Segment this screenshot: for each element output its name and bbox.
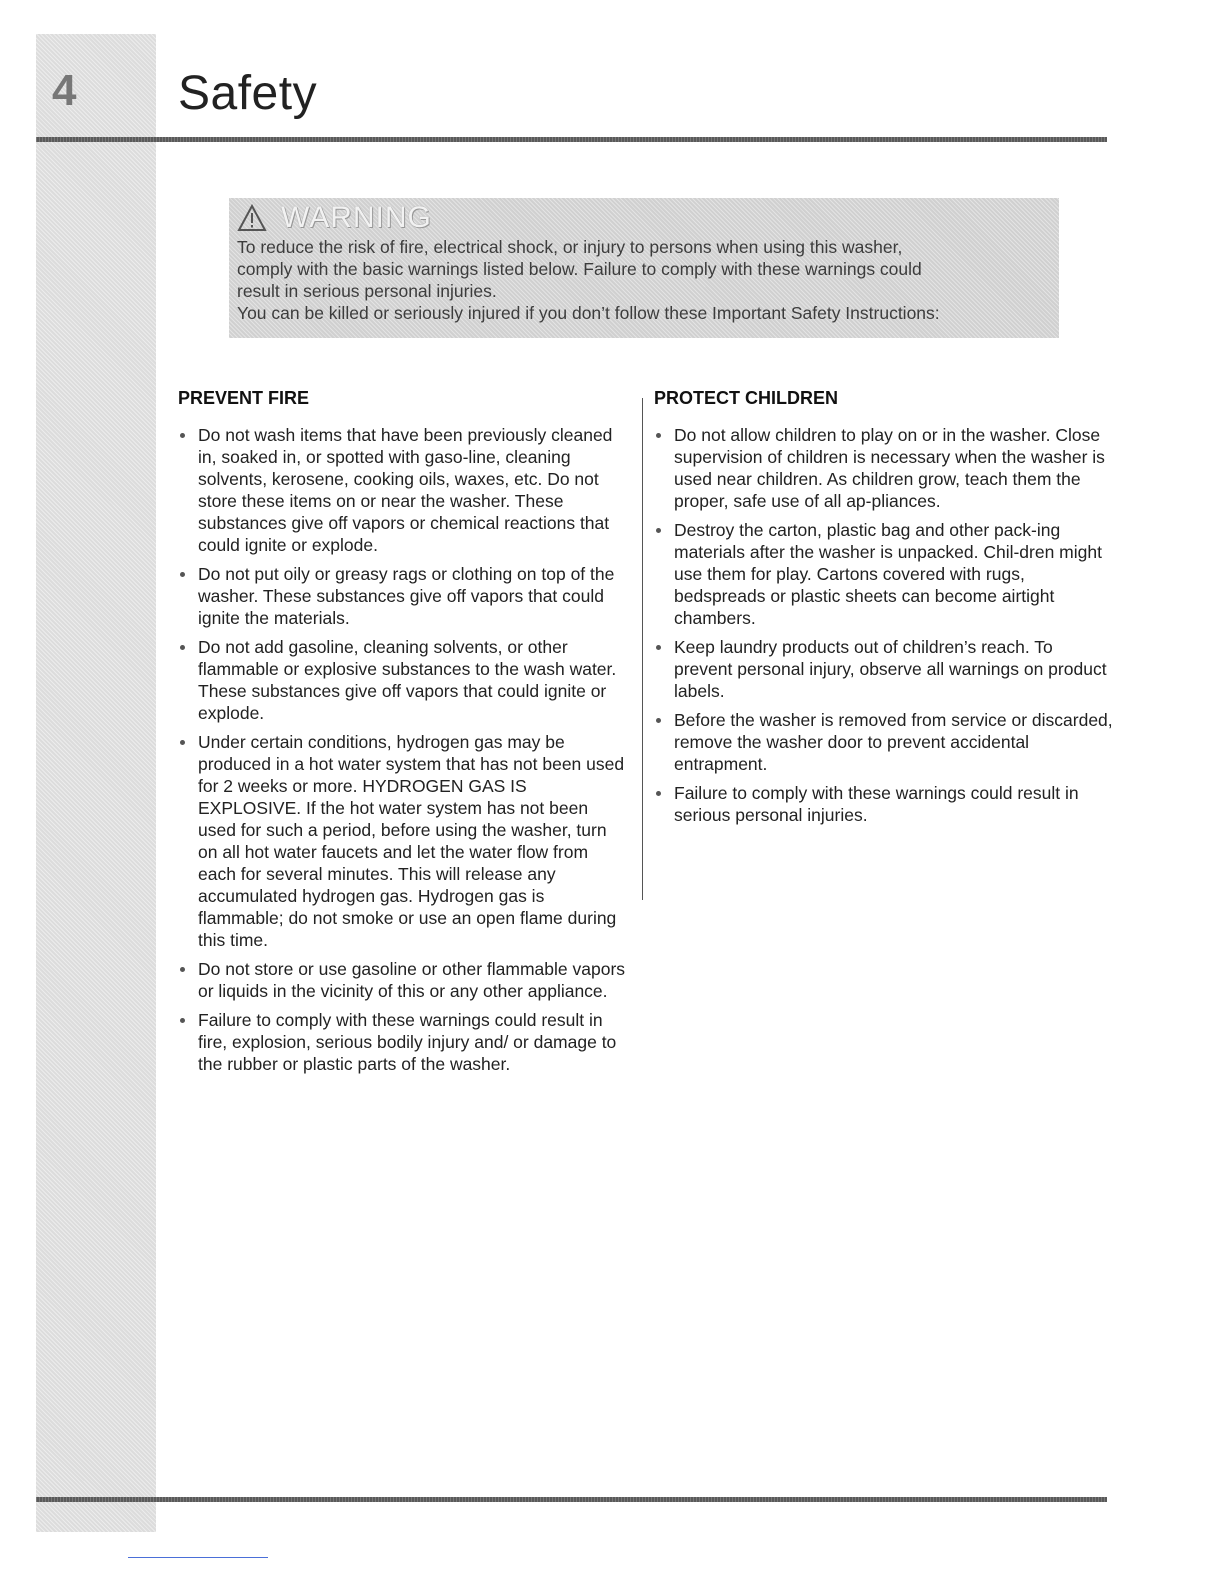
protect-children-list	[654, 424, 1114, 826]
protect-children-heading: PROTECT CHILDREN	[654, 388, 838, 408]
bullet-icon	[656, 791, 661, 796]
bullet-icon	[180, 967, 185, 972]
list-item	[178, 1009, 630, 1075]
bullet-icon	[180, 645, 185, 650]
bullet-icon	[656, 718, 661, 723]
list-item	[654, 424, 1114, 512]
warning-triangle-icon	[237, 204, 267, 232]
bullet-icon	[180, 1018, 185, 1023]
list-item	[178, 958, 630, 1002]
side-band	[36, 34, 156, 1532]
prevent-fire-heading: PREVENT FIRE	[178, 388, 310, 408]
footer-link-underline[interactable]	[128, 1557, 268, 1558]
page-title: Safety	[178, 67, 318, 120]
list-item	[654, 636, 1114, 702]
warning-title: WARNING	[281, 201, 432, 234]
list-item-text: Destroy the carton, plastic bag and other pack-ing materials after the washer is unpacked. Chil-dren might use them for play. Cartons covered with rugs, bedspreads or plastic sheets can become airtight chambers.	[674, 520, 1102, 628]
warning-box	[229, 198, 1059, 338]
list-item-text: Under certain conditions, hydrogen gas may be produced in a hot water system that has not been used for 2 weeks or more. HYDROGEN GAS IS EXPLOSIVE. If the hot water system has not been used for such a period, before using the washer, turn on all hot water faucets and let the water flow from each for several minutes. This will release any accumulated hydrogen gas. Hydrogen gas is flammable; do not smoke or use an open flame during this time.	[198, 732, 625, 950]
list-item-text: Before the washer is removed from service or discarded, remove the washer door to prevent accidental entrapment.	[674, 710, 1113, 774]
bullet-icon	[180, 740, 185, 745]
warning-text-line: To reduce the risk of fire, electrical shock, or injury to persons when using this washer,	[237, 237, 903, 257]
list-item	[178, 636, 630, 724]
page-number: 4	[52, 66, 77, 115]
column-divider	[642, 398, 643, 900]
warning-header	[237, 200, 1059, 236]
list-item-text: Failure to comply with these warnings could result in fire, explosion, serious bodily injury and/ or damage to the rubber or plastic parts of the washer.	[198, 1010, 617, 1074]
warning-text-line: result in serious personal injuries.	[237, 281, 497, 301]
list-item-text: Do not put oily or greasy rags or clothing on top of the washer. These substances give off vapors that could ignite the materials.	[198, 564, 615, 628]
list-item-text: Do not wash items that have been previously cleaned in, soaked in, or spotted with gaso-line, cleaning solvents, kerosene, cooking oils, waxes, etc. Do not store these items on or near the washer. These substances give off vapors or chemical reactions that could ignite or explode.	[198, 425, 613, 555]
list-item	[654, 782, 1114, 826]
list-item-text: Do not add gasoline, cleaning solvents, or other flammable or explosive substances to the wash water. These substances give off vapors that could ignite or explode.	[198, 637, 617, 723]
footer-rule	[36, 1497, 1107, 1502]
bullet-icon	[656, 433, 661, 438]
bullet-icon	[180, 433, 185, 438]
warning-text-line: comply with the basic warnings listed below. Failure to comply with these warnings could	[237, 259, 922, 279]
list-item	[654, 519, 1114, 629]
bullet-icon	[656, 528, 661, 533]
protect-children-column	[654, 388, 1114, 833]
list-item	[178, 731, 630, 951]
list-item-text: Do not allow children to play on or in the washer. Close supervision of children is necessary when the washer is used near children. As children grow, teach them the proper, safe use of all ap-pliances.	[674, 425, 1105, 511]
list-item	[178, 563, 630, 629]
list-item-text: Do not store or use gasoline or other flammable vapors or liquids in the vicinity of this or any other appliance.	[198, 959, 626, 1001]
bullet-icon	[180, 572, 185, 577]
list-item	[654, 709, 1114, 775]
prevent-fire-list	[178, 424, 630, 1075]
list-item	[178, 424, 630, 556]
list-item-text: Failure to comply with these warnings could result in serious personal injuries.	[674, 783, 1079, 825]
list-item-text: Keep laundry products out of children’s reach. To prevent personal injury, observe all warnings on product labels.	[674, 637, 1107, 701]
warning-text-line: You can be killed or seriously injured if you don’t follow these Important Safety Instructions:	[237, 303, 940, 323]
header-rule	[36, 137, 1107, 142]
prevent-fire-column	[178, 388, 630, 1082]
bullet-icon	[656, 645, 661, 650]
